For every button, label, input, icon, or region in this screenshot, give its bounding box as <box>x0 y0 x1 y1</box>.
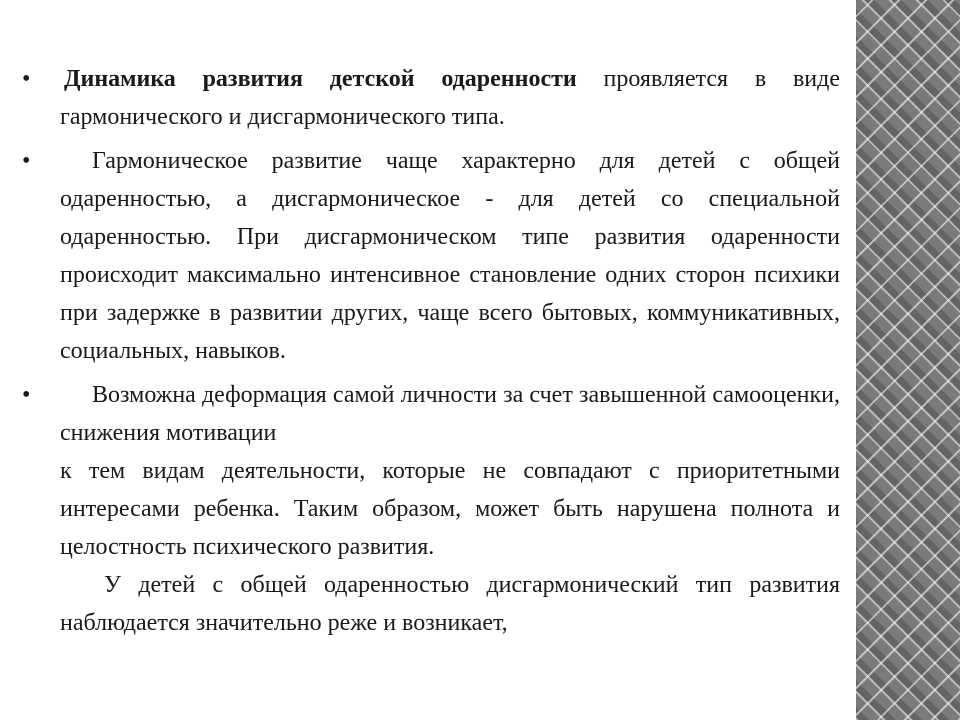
bullet-item-3-text-line1: Возможна деформация самой личности за счет завышенной самооценки, снижения мотивации <box>60 382 840 446</box>
paragraph <box>22 566 840 642</box>
decorative-side-pattern <box>856 0 960 720</box>
bullet-icon: • <box>22 382 31 408</box>
bullet-item-1-text: проявляется в виде гармонического и дисгармонического типа. <box>60 66 841 130</box>
bullet-item-2 <box>22 142 840 370</box>
bold-term: Динамика развития детской одаренности <box>64 66 577 92</box>
bullet-icon: • <box>22 66 31 92</box>
bullet-item-1 <box>22 60 840 136</box>
bullet-icon: • <box>22 148 31 174</box>
slide-content <box>22 60 840 642</box>
bullet-item-2-text: Гармоническое развитие чаще характерно для детей с общей одаренностью, а дисгармоническое - для детей со специальной одаренностью. При дисгармоническом типе развития одаренности происходит максимально интенсивное становление одних сторон психики при задержке в развитии других, чаще всего бытовых, коммуникативных, социальных, навыков. <box>60 148 840 364</box>
paragraph-text: У детей с общей одаренностью дисгармонический тип развития наблюдается значительно реже и возникает, <box>60 572 840 636</box>
bullet-item-3 <box>22 376 840 566</box>
bullet-item-3-text-rest: к тем видам деятельности, которые не совпадают с приоритетными интересами ребенка. Таким образом, может быть нарушена полнота и целостность психического развития. <box>60 458 840 560</box>
